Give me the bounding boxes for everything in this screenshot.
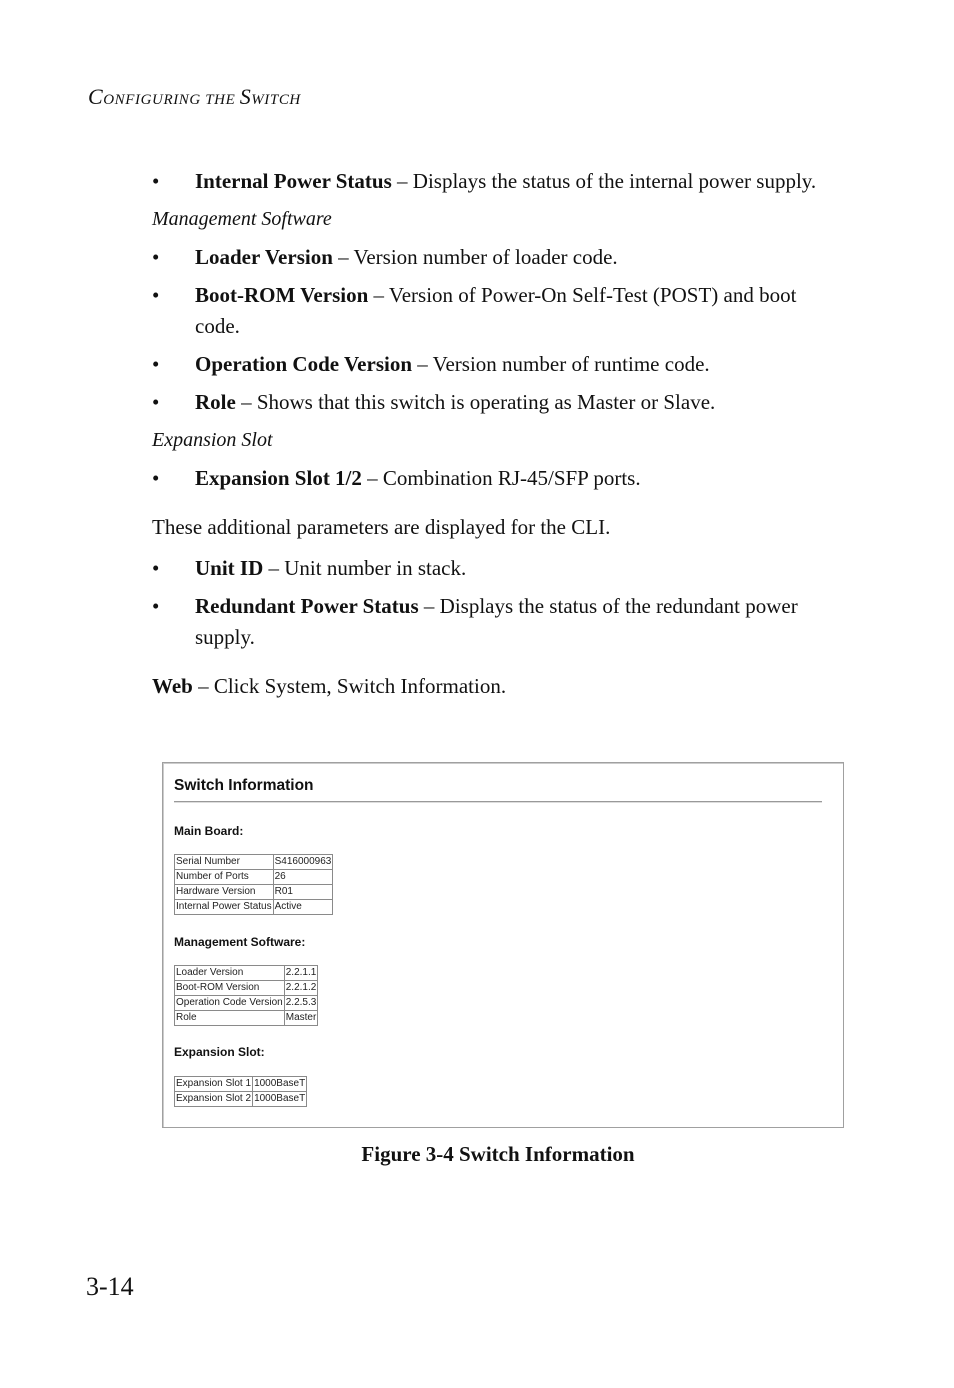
table-value: 2.2.1.2 (284, 981, 318, 996)
expansion-slot-table (174, 1076, 307, 1107)
bullet-operation-code-version (152, 349, 842, 380)
header-cap-2: S (239, 84, 252, 109)
subhead-expansion-slot: Expansion Slot (152, 429, 273, 451)
bullet-loader-version (152, 242, 842, 273)
table-value: 2.2.1.1 (284, 966, 318, 981)
bullet-role (152, 387, 842, 418)
header-rest-1: ONFIGURING THE (103, 92, 240, 108)
table-label: Boot-ROM Version (175, 981, 285, 996)
bullet-internal-power (152, 166, 842, 197)
table-row (175, 1092, 307, 1107)
web-desc: – Click System, Switch Information. (192, 674, 507, 698)
bullet-desc: – Displays the status of the redundant power supply. (195, 594, 798, 649)
table-label: Loader Version (175, 966, 285, 981)
table-label: Operation Code Version (175, 996, 285, 1011)
cli-paragraph: These additional parameters are displayed for the CLI. (152, 515, 611, 539)
table-row (175, 966, 318, 981)
management-software-heading: Management Software: (174, 935, 306, 949)
table-value: Active (273, 900, 333, 915)
header-cap-1: C (88, 84, 104, 109)
table-row (175, 1011, 318, 1026)
bullet-desc: – Version of Power-On Self-Test (POST) and boot code. (195, 283, 797, 338)
table-value: 1000BaseT (253, 1077, 307, 1092)
main-board-heading: Main Board: (174, 824, 244, 838)
bullet-desc: – Combination RJ-45/SFP ports. (361, 466, 641, 490)
bullet-term: Expansion Slot 1/2 (195, 466, 362, 490)
table-label: Expansion Slot 2 (175, 1092, 253, 1107)
bullet-desc: – Displays the status of the internal power supply. (391, 169, 817, 193)
bullet-term: Unit ID (195, 556, 264, 580)
table-label: Expansion Slot 1 (175, 1077, 253, 1092)
bullet-term: Internal Power Status (195, 169, 392, 193)
bullet-boot-rom-version (152, 280, 842, 342)
web-instruction (152, 671, 842, 702)
table-value: S416000963 (273, 855, 333, 870)
bullet-unit-id (152, 553, 842, 584)
figure-caption: Figure 3-4 Switch Information (361, 1142, 635, 1166)
table-value: R01 (273, 885, 333, 900)
bullet-desc: – Version number of loader code. (332, 245, 618, 269)
table-value: Master (284, 1011, 318, 1026)
body-text (152, 166, 842, 702)
expansion-slot-heading: Expansion Slot: (174, 1045, 265, 1059)
switch-information-screenshot (162, 762, 844, 1128)
table-row (175, 900, 333, 915)
table-row (175, 855, 333, 870)
table-label: Role (175, 1011, 285, 1026)
table-row (175, 981, 318, 996)
table-row (175, 885, 333, 900)
bullet-term: Role (195, 390, 236, 414)
table-label: Hardware Version (175, 885, 274, 900)
running-header (88, 84, 301, 110)
subhead-management-software: Management Software (152, 208, 332, 230)
bullet-expansion-slot (152, 463, 842, 494)
bullet-redundant-power (152, 591, 842, 653)
bullet-term: Redundant Power Status (195, 594, 419, 618)
bullet-desc: – Version number of runtime code. (412, 352, 710, 376)
header-rest-2: WITCH (251, 92, 301, 108)
table-row (175, 1077, 307, 1092)
web-term: Web (152, 674, 193, 698)
table-label: Internal Power Status (175, 900, 274, 915)
table-value: 1000BaseT (253, 1092, 307, 1107)
table-label: Serial Number (175, 855, 274, 870)
bullet-desc: – Shows that this switch is operating as Master or Slave. (235, 390, 716, 414)
table-value: 2.2.5.3 (284, 996, 318, 1011)
bullet-desc: – Unit number in stack. (263, 556, 467, 580)
table-value: 26 (273, 870, 333, 885)
page-number: 3-14 (86, 1272, 134, 1301)
table-row (175, 996, 318, 1011)
management-software-table (174, 965, 318, 1026)
figure-title: Switch Information (174, 777, 314, 794)
bullet-term: Boot-ROM Version (195, 283, 369, 307)
title-divider (174, 801, 822, 803)
main-board-table (174, 854, 333, 915)
bullet-term: Loader Version (195, 245, 333, 269)
bullet-term: Operation Code Version (195, 352, 413, 376)
table-label: Number of Ports (175, 870, 274, 885)
table-row (175, 870, 333, 885)
